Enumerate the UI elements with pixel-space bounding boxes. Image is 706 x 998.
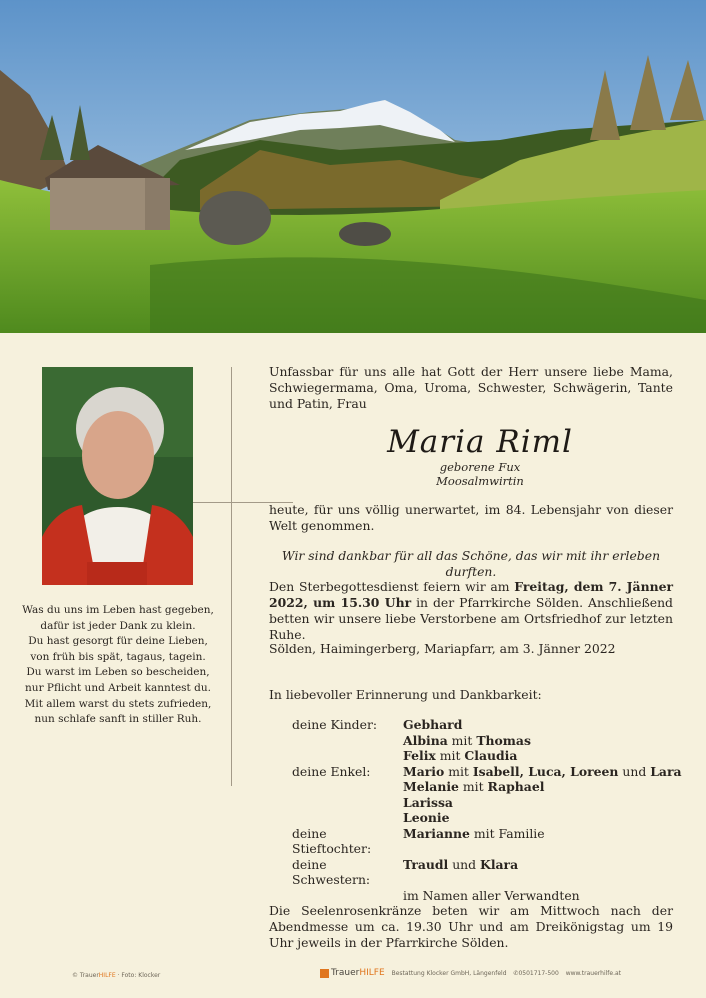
portrait-illustration — [42, 367, 193, 585]
poem — [18, 603, 218, 728]
funeral-after: in der Pfarrkirche Sölden. Anschließend betten wir unsere liebe Verstorbene am Ortsfriedhof zur letzten Ruhe. — [269, 595, 673, 642]
family-list — [292, 717, 682, 903]
sister-name: Klara — [480, 856, 519, 872]
relatives-text: im Namen aller Verwandten — [403, 887, 580, 903]
deceased-block — [365, 424, 595, 488]
brand-name: TrauerHILFE — [331, 968, 385, 978]
footer-brand — [320, 968, 621, 978]
family-row — [292, 795, 682, 811]
poem-line: Du warst im Leben so bescheiden, — [26, 666, 210, 679]
child-name: Felix — [403, 748, 436, 763]
partner-name: Claudia — [464, 748, 518, 763]
family-row: deine Stieftochter: Marianne mit Familie — [292, 825, 545, 856]
remembrance-heading: In liebevoller Erinnerung und Dankbarkeit: — [269, 687, 542, 702]
website-link[interactable]: www.trauerhilfe.at — [565, 969, 622, 977]
great-grandchildren-names: Isabell, Luca, Loreen — [472, 763, 619, 779]
funeral-before: Den Sterbegottesdienst feiern wir am — [269, 579, 515, 594]
funeral-date-time: Freitag, dem 7. Jänner 2022, um 15.30 Uhr — [269, 579, 673, 610]
poem-line: nun schlafe sanft in stiller Ruh. — [34, 713, 202, 726]
photo-credit: © TrauerHILFE · Foto: Klocker — [72, 972, 161, 979]
grandchild-name: Mario — [403, 763, 445, 779]
funeral-text — [269, 579, 673, 643]
family-row: deine Schwestern: Traudl und Klara — [292, 856, 519, 887]
company-name: Bestattung Klocker GmbH, Längenfeld — [391, 969, 507, 977]
family-row — [292, 717, 682, 733]
stepdaughter-name: Marianne — [403, 825, 470, 841]
trauerhilfe-logo-icon — [320, 969, 329, 978]
family-row — [292, 888, 682, 904]
birth-name: geborene Fux — [439, 460, 521, 474]
landscape-illustration — [0, 0, 706, 333]
child-name: Albina — [403, 732, 448, 748]
family-row: Albina mit Thomas — [403, 732, 531, 748]
grandchild-name: Larissa — [403, 794, 453, 810]
place-date: Sölden, Haimingerberg, Mariapfarr, am 3. Jänner 2022 — [269, 641, 616, 656]
family-row: Felix mit Claudia — [403, 748, 518, 763]
poem-line: dafür ist jeder Dank zu klein. — [40, 619, 196, 632]
grandchild-name: Leonie — [403, 810, 450, 825]
rosary-text: Die Seelenrosenkränze beten wir am Mittwoch nach der Abendmesse um ca. 19.30 Uhr und am Dreikönigstag um 19 Uhr jeweils in der Pfarrkirche Sölden. — [269, 903, 673, 950]
portrait-photo — [42, 367, 193, 585]
poem-line: Was du uns im Leben hast gegeben, — [22, 604, 214, 616]
vertical-divider — [231, 367, 232, 786]
hero-landscape-image — [0, 0, 706, 333]
gratitude-quote: Wir sind dankbar für all das Schöne, das wir mit ihr erleben durften. — [281, 548, 661, 579]
grandchild-name: Melanie — [403, 779, 459, 794]
partner-name: Thomas — [476, 732, 531, 748]
poem-line: Du hast gesorgt für deine Lieben, — [28, 635, 208, 648]
child-name: Gebhard — [403, 717, 463, 732]
deceased-title: Moosalmwirtin — [436, 474, 524, 488]
phone-number: ✆0501717-500 — [513, 969, 559, 977]
family-row — [292, 810, 682, 826]
intro-text: Unfassbar für uns alle hat Gott der Herr unsere liebe Mama, Schwiegermama, Oma, Uroma, Schwester, Schwägerin, Tante und Patin, Frau — [269, 364, 673, 411]
grandchildren-label: deine Enkel: — [292, 763, 371, 779]
passing-text: heute, für uns völlig unerwartet, im 84. Lebensjahr von dieser Welt genommen. — [269, 502, 673, 533]
sister-name: Traudl — [403, 856, 449, 872]
deceased-name: Maria Riml — [387, 424, 573, 460]
stepdaughter-label: deine Stieftochter: — [292, 825, 372, 856]
poem-line: Mit allem warst du stets zufrieden, — [24, 697, 212, 710]
great-grandchild-name: Lara — [650, 763, 682, 779]
partner-name: Raphael — [487, 779, 545, 794]
family-row: Melanie mit Raphael — [403, 779, 545, 794]
sisters-label: deine Schwestern: — [292, 856, 371, 887]
children-label: deine Kinder: — [292, 717, 378, 732]
poem-line: nur Pflicht und Arbeit kanntest du. — [25, 681, 211, 694]
poem-line: von früh bis spät, tagaus, tagein. — [30, 650, 206, 663]
family-row: deine Enkel: Mario mit Isabell, Luca, Loreen und Lara — [292, 763, 682, 779]
